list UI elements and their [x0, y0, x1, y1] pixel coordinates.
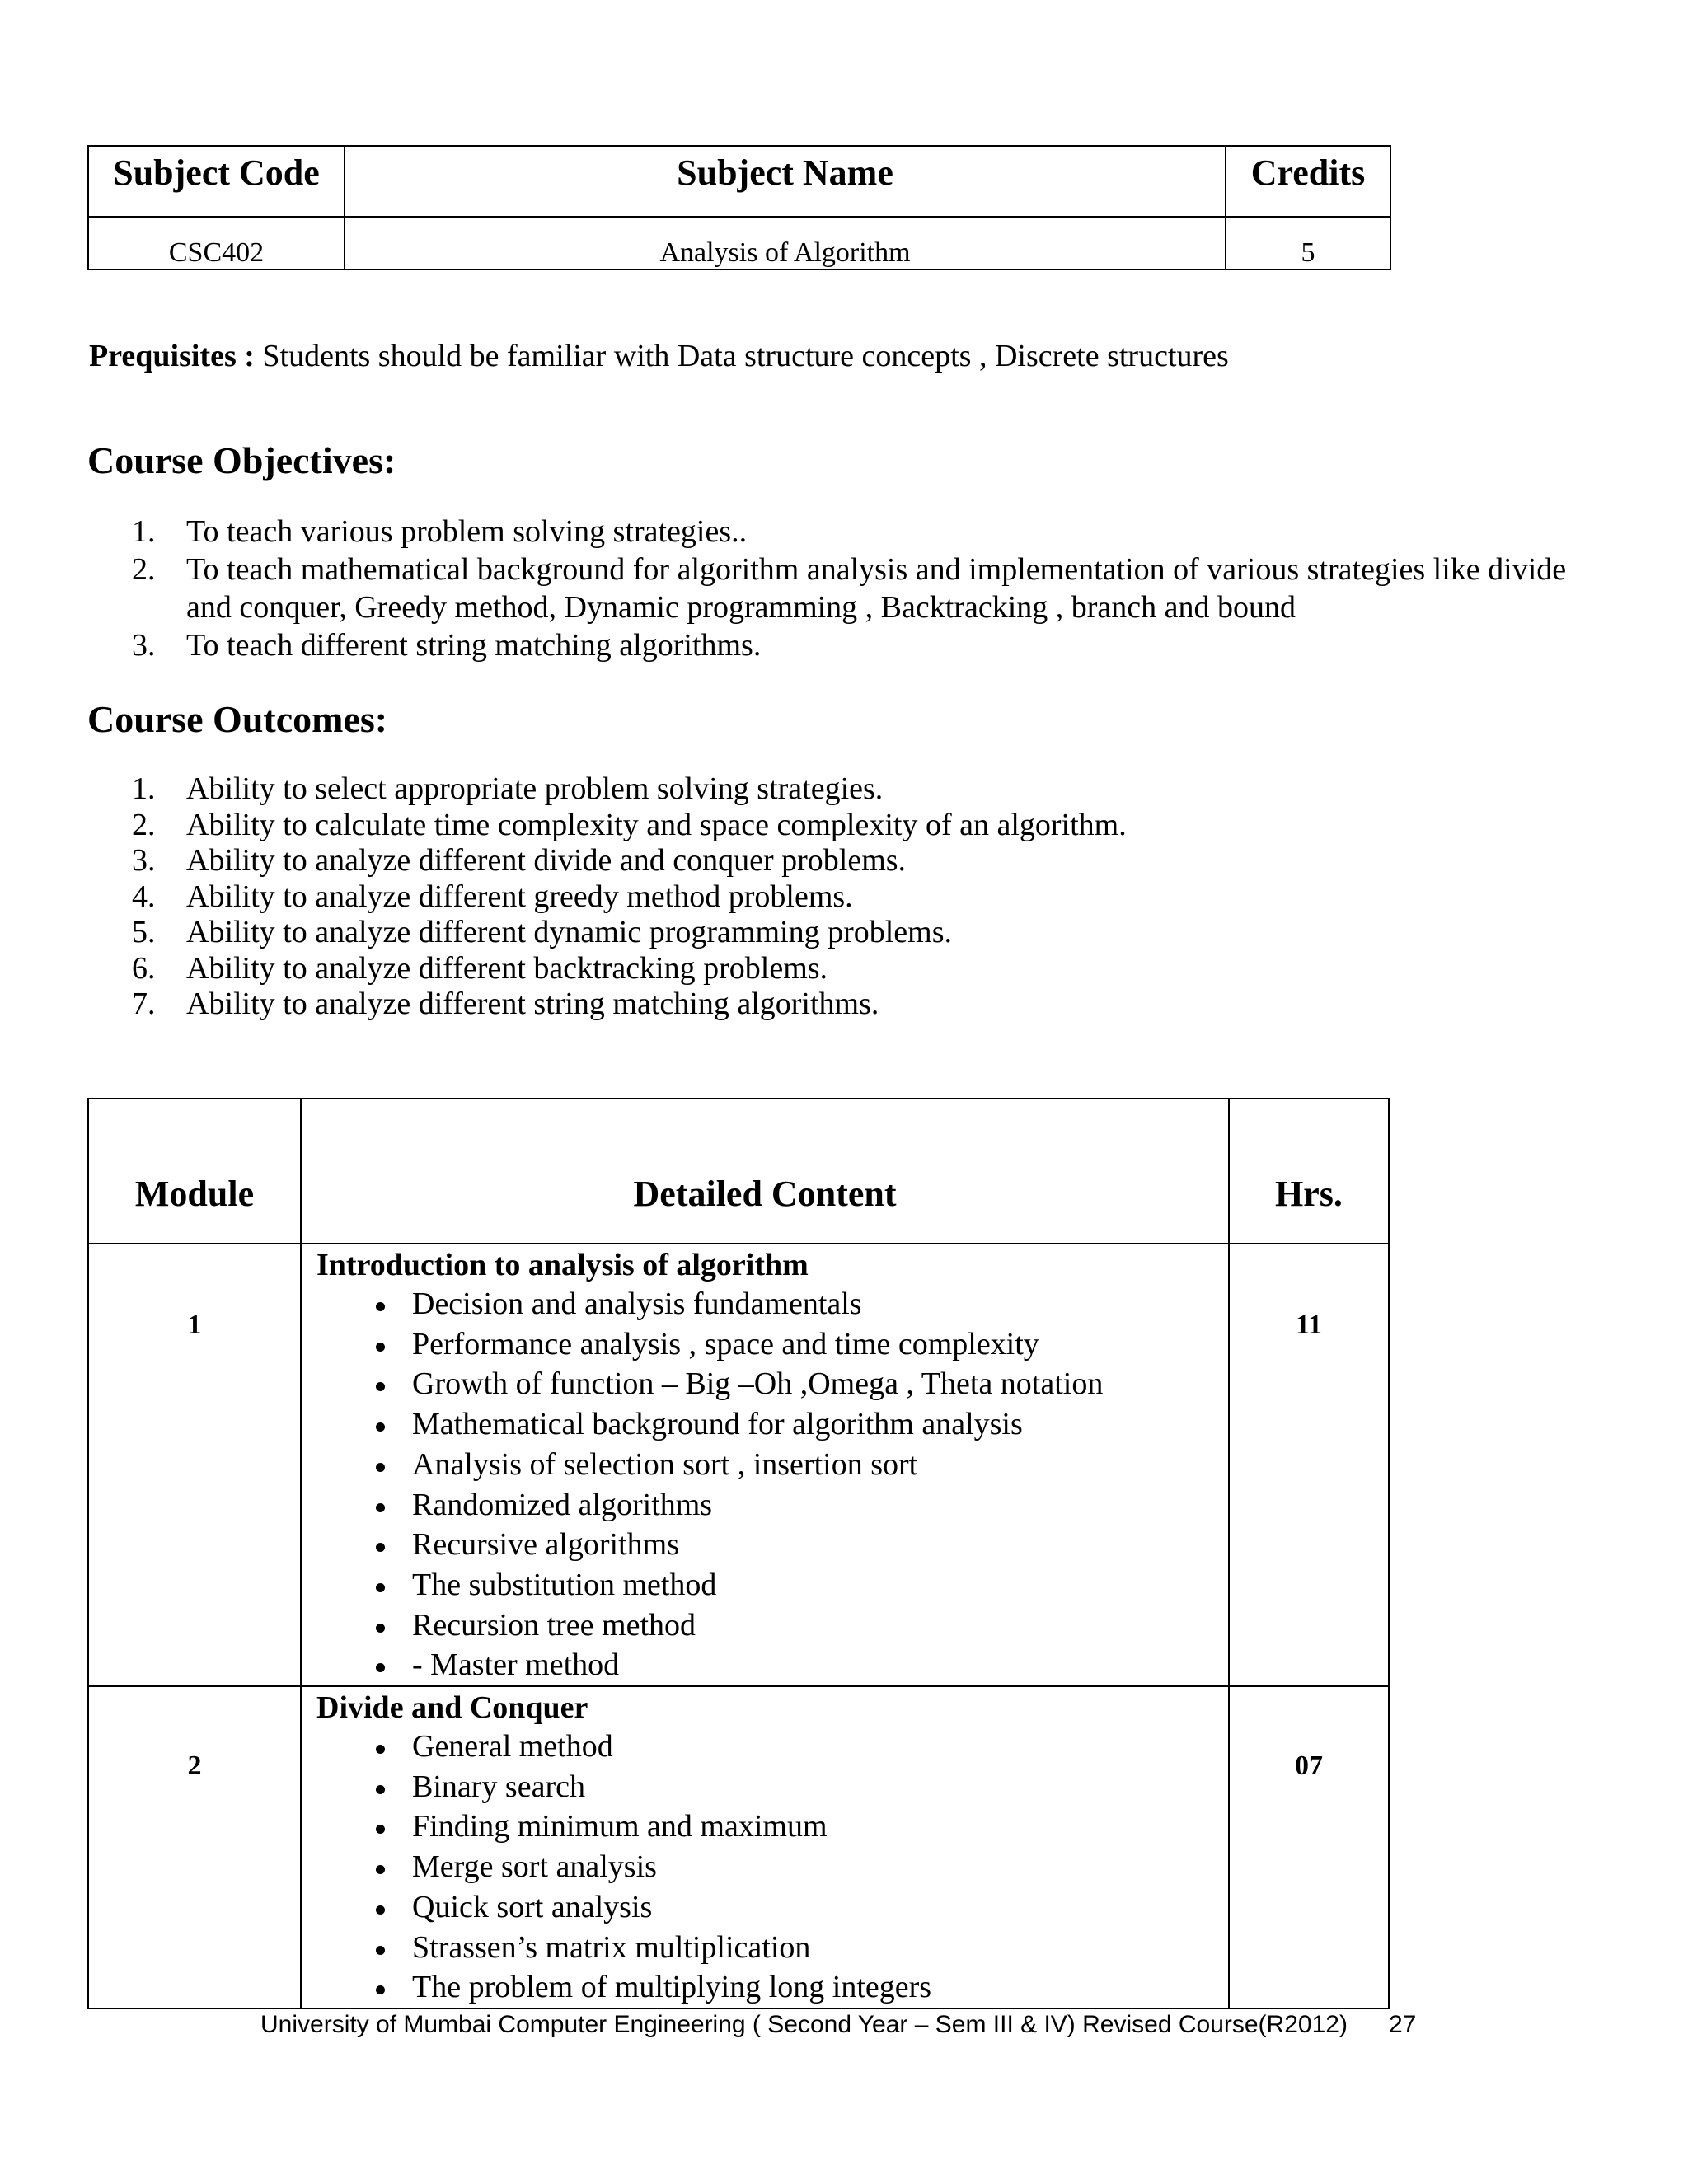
module-table-header-row [88, 1099, 1389, 1244]
module-topic: Decision and analysis fundamentals [369, 1284, 1228, 1324]
module-topic: Mathematical background for algorithm analysis [369, 1404, 1228, 1445]
outcome-item [132, 915, 1451, 951]
subject-table-row [88, 217, 1390, 269]
objective-item [132, 626, 1582, 664]
course-objectives-list [132, 513, 1582, 664]
subject-table-header-row [88, 146, 1390, 217]
outcome-item [132, 879, 1451, 916]
objective-item [132, 551, 1582, 626]
module-row [88, 1686, 1389, 2008]
outcome-number: 3. [132, 843, 156, 878]
outcome-text: Ability to calculate time complexity and space complexity of an algorithm. [186, 807, 1127, 842]
outcome-text: Ability to analyze different backtracking problems. [186, 950, 828, 986]
subject-code-value: CSC402 [88, 217, 345, 269]
module-topic: Analysis of selection sort , insertion sort [369, 1445, 1228, 1485]
course-outcomes-heading: Course Outcomes: [87, 698, 388, 740]
outcome-text: Ability to analyze different divide and conquer problems. [186, 843, 907, 878]
module-topic: The problem of multiplying long integers [369, 1967, 1228, 2008]
hours-header: Hrs. [1229, 1099, 1389, 1244]
outcome-text: Ability to analyze different greedy method problems. [186, 879, 853, 914]
objective-number: 2. [132, 552, 156, 587]
module-number: 2 [187, 1750, 202, 1782]
subject-name-value: Analysis of Algorithm [345, 217, 1226, 269]
outcome-number: 7. [132, 987, 156, 1021]
outcome-text: Ability to analyze different dynamic programming problems. [186, 915, 952, 949]
module-topic-list [316, 1727, 1228, 2008]
subject-table [87, 145, 1391, 270]
page-number: 27 [1388, 2011, 1417, 2038]
outcome-item [132, 808, 1451, 844]
outcome-number: 4. [132, 879, 156, 914]
module-title: Divide and Conquer [316, 1690, 588, 1726]
module-number-cell [88, 1244, 301, 1686]
module-hours-cell [1229, 1686, 1389, 2008]
module-topic: Performance analysis , space and time complexity [369, 1324, 1228, 1365]
detailed-content-header: Detailed Content [301, 1099, 1229, 1244]
module-topic: Binary search [369, 1767, 1228, 1807]
credits-header: Credits [1226, 146, 1390, 217]
outcome-number: 1. [132, 771, 156, 806]
module-hours-cell [1229, 1244, 1389, 1686]
course-objectives-heading: Course Objectives: [87, 439, 396, 481]
module-hours: 07 [1295, 1750, 1323, 1782]
outcome-item [132, 951, 1451, 987]
objective-text: To teach different string matching algorithms. [186, 628, 762, 663]
subject-name-header: Subject Name [345, 146, 1226, 217]
credits-value: 5 [1226, 217, 1390, 269]
module-topic: The substitution method [369, 1565, 1228, 1605]
module-topic: Randomized algorithms [369, 1485, 1228, 1526]
module-topic: Growth of function – Big –Oh ,Omega , Theta notation [369, 1364, 1228, 1404]
course-outcomes-list [132, 771, 1451, 1023]
module-row [88, 1244, 1389, 1686]
module-topic: Finding minimum and maximum [369, 1807, 1228, 1847]
outcome-text: Ability to select appropriate problem solving strategies. [186, 771, 884, 806]
page-footer [260, 2011, 1416, 2039]
objective-item [132, 513, 1582, 551]
outcome-item [132, 771, 1451, 808]
module-topic-list [316, 1284, 1228, 1685]
module-header: Module [88, 1099, 301, 1244]
module-topic: Quick sort analysis [369, 1887, 1228, 1928]
module-topic: - Master method [369, 1645, 1228, 1685]
outcome-number: 6. [132, 950, 156, 986]
module-content-cell [301, 1686, 1229, 2008]
subject-code-header: Subject Code [88, 146, 345, 217]
objective-number: 3. [132, 628, 156, 663]
prerequisites-text: Students should be familiar with Data structure concepts , Discrete structures [262, 339, 1229, 373]
objective-text: To teach mathematical background for algorithm analysis and implementation of various strategies like divide and conquer, Greedy method, Dynamic programming , Backtracking , branch and bound [186, 552, 1567, 625]
footer-text: University of Mumbai Computer Engineering ( Second Year – Sem III & IV) Revised Course(R2012) [260, 2011, 1348, 2038]
module-topic: Merge sort analysis [369, 1847, 1228, 1887]
module-topic: Recursion tree method [369, 1605, 1228, 1646]
outcome-text: Ability to analyze different string matching algorithms. [186, 987, 879, 1021]
outcome-item [132, 843, 1451, 879]
module-hours: 11 [1295, 1310, 1323, 1340]
objective-text: To teach various problem solving strategies.. [186, 514, 748, 549]
outcome-number: 2. [132, 807, 156, 842]
outcome-number: 5. [132, 915, 156, 949]
module-number-cell [88, 1686, 301, 2008]
module-topic: Strassen’s matrix multiplication [369, 1928, 1228, 1968]
prerequisites-label: Prequisites : [89, 339, 255, 373]
module-title: Introduction to analysis of algorithm [316, 1248, 809, 1282]
objective-number: 1. [132, 514, 156, 549]
module-number: 1 [187, 1310, 202, 1340]
module-content-cell [301, 1244, 1229, 1686]
module-table [87, 1098, 1390, 2009]
prerequisites [89, 338, 1229, 374]
module-topic: Recursive algorithms [369, 1525, 1228, 1565]
module-topic: General method [369, 1727, 1228, 1767]
outcome-item [132, 987, 1451, 1023]
